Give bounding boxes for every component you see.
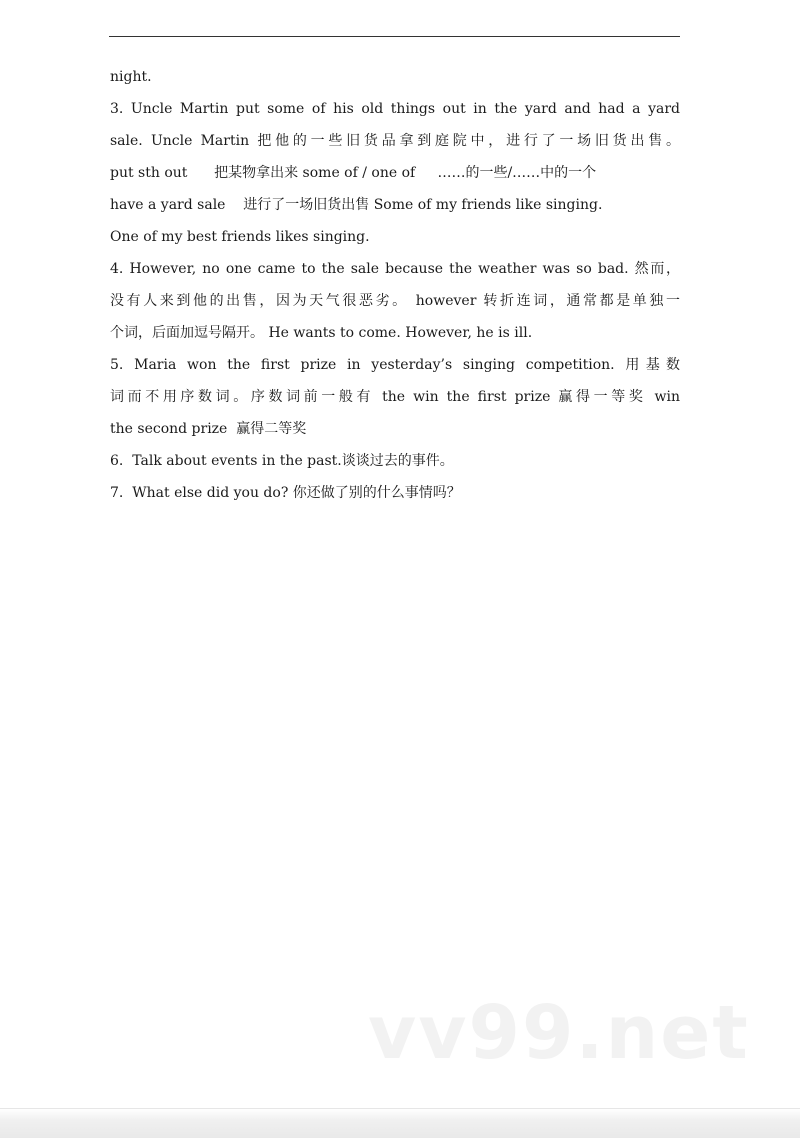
text-line: 5. Maria won the first prize in yesterday’s singing competition. 用基数 bbox=[110, 357, 680, 373]
text-line: 7. What else did you do? 你还做了别的什么事情吗？ bbox=[110, 485, 461, 501]
document-body bbox=[110, 61, 680, 509]
text-line: the second prize 赢得二等奖 bbox=[110, 421, 307, 437]
site-watermark: vv99.net bbox=[368, 990, 750, 1076]
page-bottom-edge bbox=[0, 1108, 800, 1138]
text-line: night. bbox=[110, 69, 152, 85]
text-line: 4. However, no one came to the sale because the weather was so bad. 然而， bbox=[110, 261, 680, 277]
text-line: have a yard sale 进行了一场旧货出售 Some of my friends like singing. bbox=[110, 197, 603, 213]
text-line: sale. Uncle Martin 把他的一些旧货品拿到庭院中，进行了一场旧货出售。 bbox=[110, 133, 680, 149]
text-line: 个词，后面加逗号隔开。 He wants to come. However, he is ill. bbox=[110, 325, 533, 341]
text-line: put sth out 把某物拿出来 some of / one of ……的一些/……中的一个 bbox=[110, 165, 597, 181]
text-line: One of my best friends likes singing. bbox=[110, 229, 370, 245]
text-line: 词而不用序数词。序数词前一般有 the win the first prize 赢得一等奖 win bbox=[110, 389, 680, 405]
header-rule bbox=[109, 36, 680, 37]
text-line: 3. Uncle Martin put some of his old things out in the yard and had a yard bbox=[110, 101, 680, 117]
text-line: 没有人来到他的出售，因为天气很恶劣。 however 转折连词，通常都是单独一 bbox=[110, 293, 680, 309]
text-line: 6. Talk about events in the past.谈谈过去的事件。 bbox=[110, 453, 454, 469]
